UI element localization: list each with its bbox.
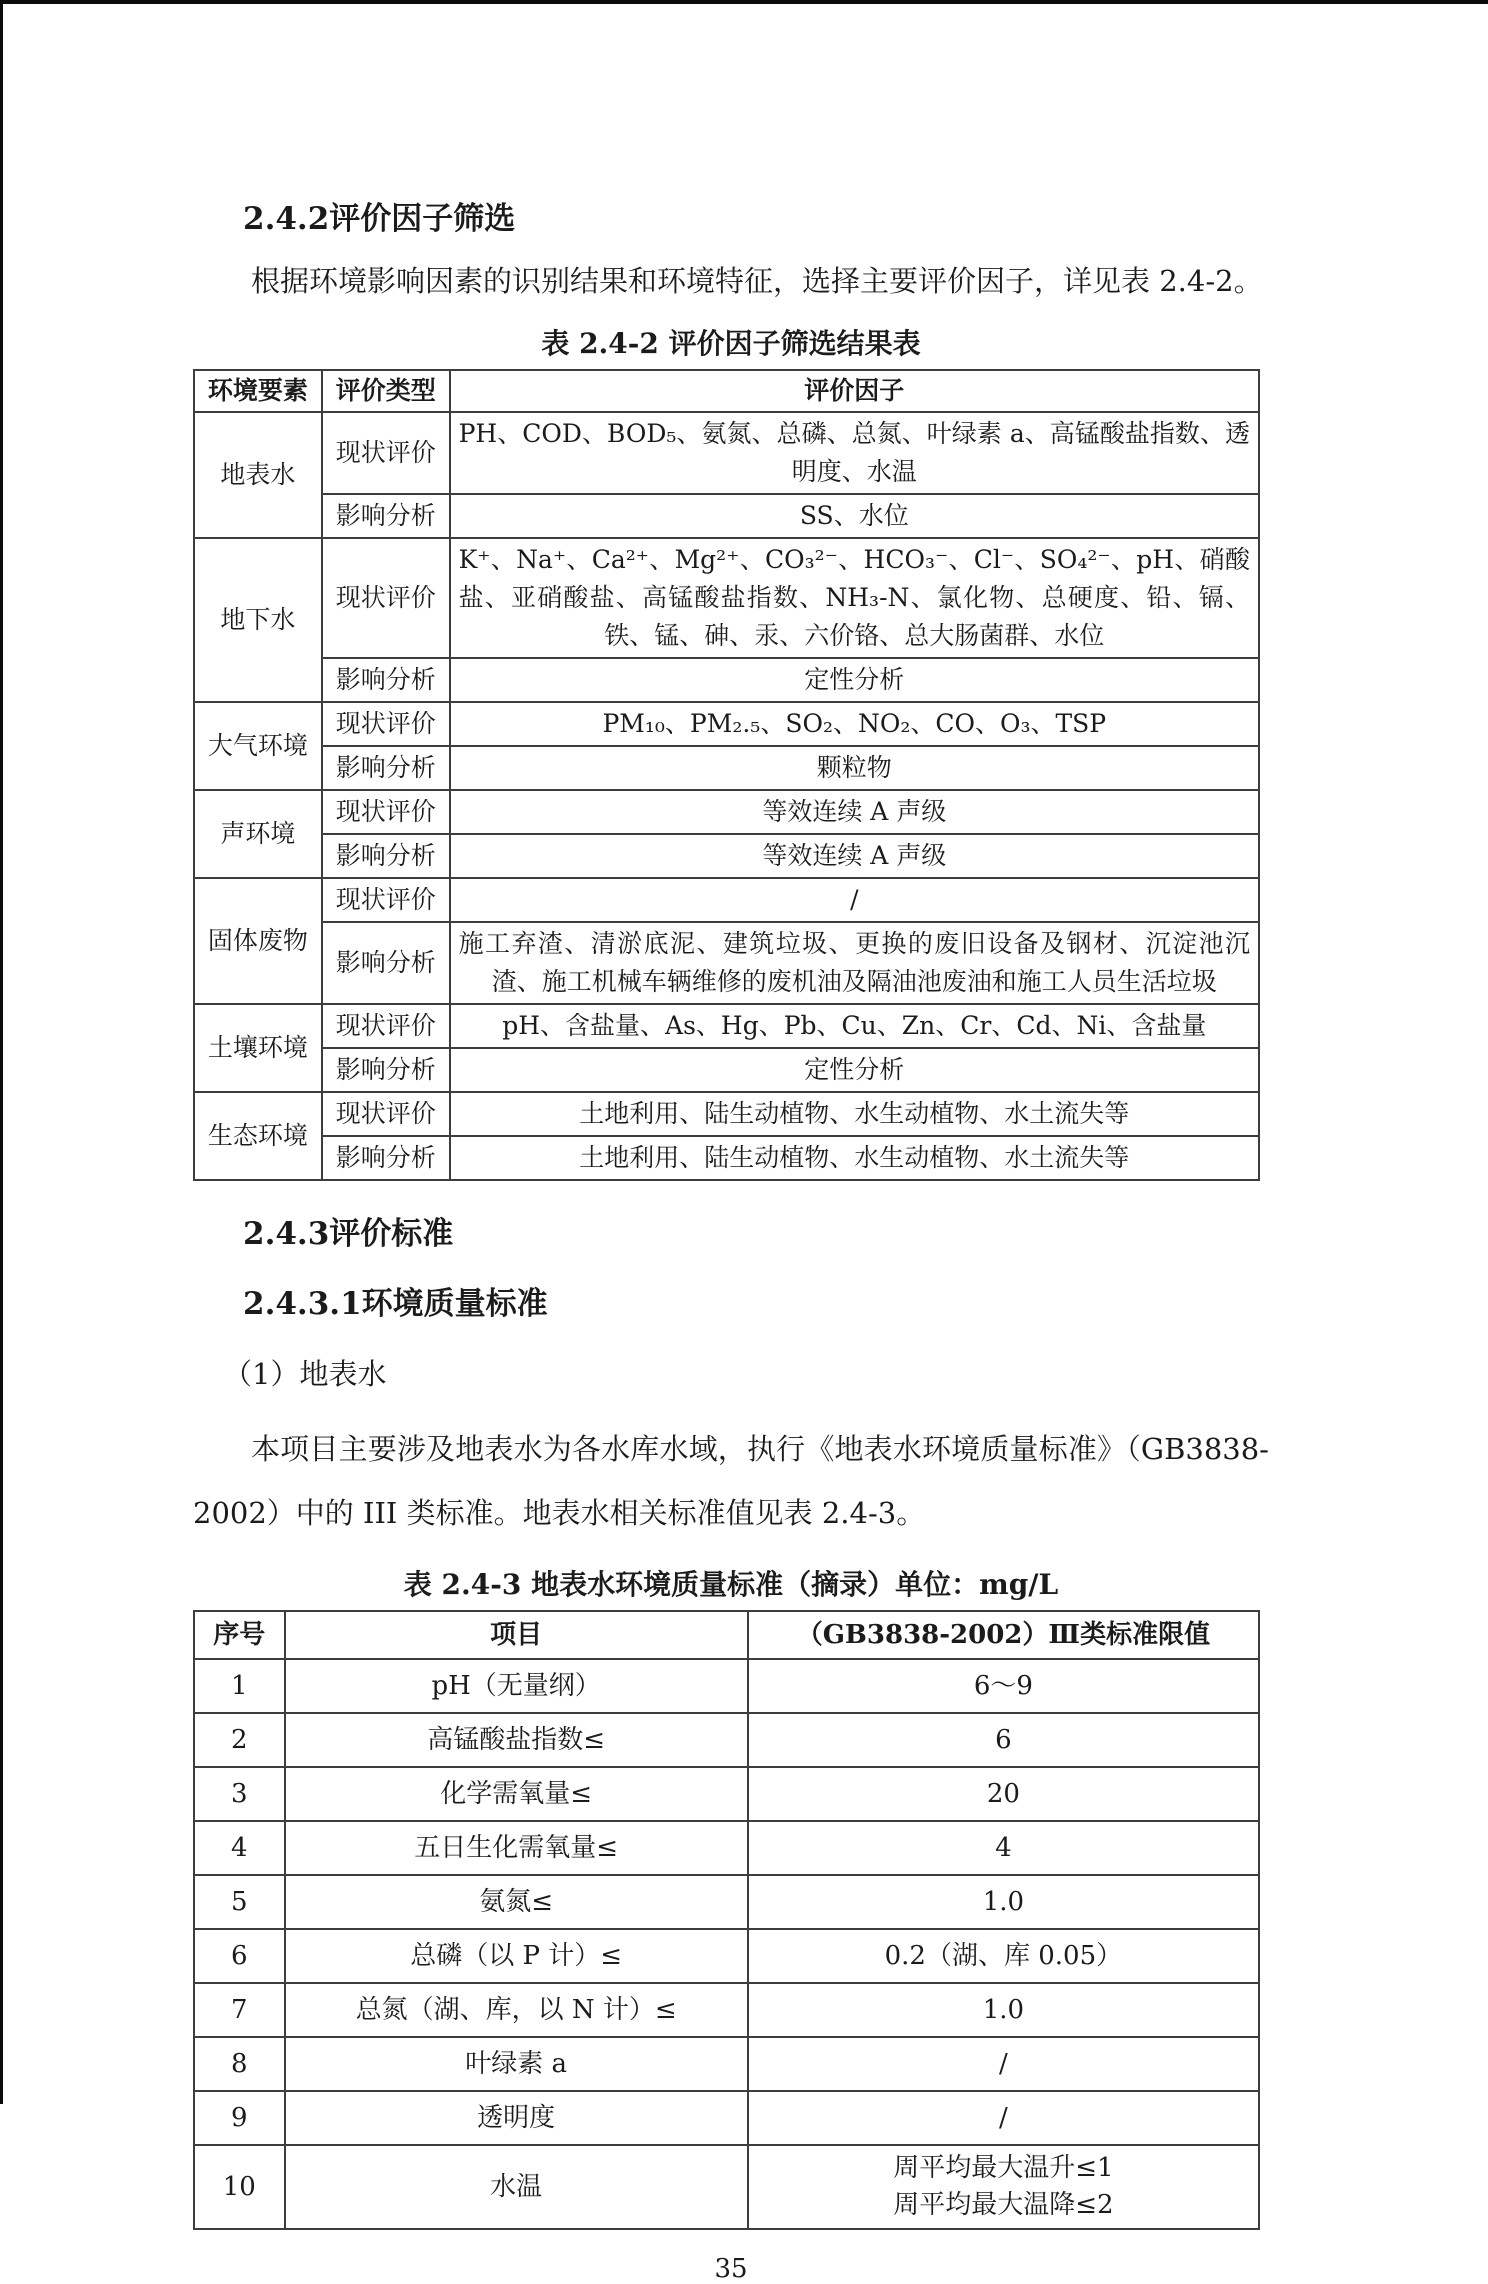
type-cell: 影响分析 (322, 494, 450, 538)
table-row (194, 1092, 1259, 1136)
heading-2-4-2: 2.4.2评价因子筛选 (243, 201, 516, 237)
limit-cell: 6 (748, 1713, 1259, 1767)
table-row (194, 1048, 1259, 1092)
table-row (194, 658, 1259, 702)
type-cell: 影响分析 (322, 658, 450, 702)
table2-caption: 表 2.4-3 地表水环境质量标准（摘录）单位：mg/L (403, 1568, 1059, 1601)
no-cell: 9 (194, 2091, 285, 2145)
table-row (194, 922, 1259, 1004)
no-cell: 3 (194, 1767, 285, 1821)
type-cell: 现状评价 (322, 538, 450, 658)
table1-header-element: 环境要素 (194, 370, 322, 412)
no-cell: 5 (194, 1875, 285, 1929)
table2-header-no: 序号 (194, 1611, 285, 1659)
table-row (194, 1929, 1259, 1983)
no-cell: 6 (194, 1929, 285, 1983)
table-row (194, 2037, 1259, 2091)
page-content (193, 0, 1269, 2284)
item-cell: pH（无量纲） (285, 1659, 748, 1713)
item-cell: 化学需氧量≤ (285, 1767, 748, 1821)
factor-cell: PH、COD、BOD₅、氨氮、总磷、总氮、叶绿素 a、高锰酸盐指数、透明度、水温 (450, 412, 1259, 494)
page-number: 35 (714, 2254, 748, 2284)
type-cell: 现状评价 (322, 1004, 450, 1048)
item-label-surface-water: （1）地表水 (223, 1357, 387, 1391)
table-row (194, 494, 1259, 538)
table-row (194, 1713, 1259, 1767)
item-cell: 水温 (285, 2145, 748, 2229)
element-cell: 生态环境 (194, 1092, 322, 1180)
table1-header-factor: 评价因子 (450, 370, 1259, 412)
table-row (194, 412, 1259, 494)
item-cell: 总氮（湖、库，以 N 计）≤ (285, 1983, 748, 2037)
type-cell: 影响分析 (322, 834, 450, 878)
element-cell: 地下水 (194, 538, 322, 702)
type-cell: 现状评价 (322, 1092, 450, 1136)
limit-cell: 4 (748, 1821, 1259, 1875)
table-row (194, 1136, 1259, 1180)
no-cell: 10 (194, 2145, 285, 2229)
type-cell: 现状评价 (322, 878, 450, 922)
table2-header-row (194, 1611, 1259, 1659)
table2-header-limit: （GB3838-2002）Ⅲ类标准限值 (748, 1611, 1259, 1659)
heading-2-4-3: 2.4.3评价标准 (243, 1216, 454, 1252)
scan-edge-left (0, 0, 3, 2104)
table-row (194, 1983, 1259, 2037)
table1-header-row (194, 370, 1259, 412)
item-cell: 叶绿素 a (285, 2037, 748, 2091)
no-cell: 7 (194, 1983, 285, 2037)
factor-cell: 土地利用、陆生动植物、水生动植物、水土流失等 (450, 1136, 1259, 1180)
type-cell: 影响分析 (322, 746, 450, 790)
paragraph-factor-screening: 根据环境影响因素的识别结果和环境特征，选择主要评价因子，详见表 2.4-2。 (251, 264, 1263, 298)
factor-cell: 土地利用、陆生动植物、水生动植物、水土流失等 (450, 1092, 1259, 1136)
limit-cell: / (748, 2091, 1259, 2145)
limit-line-2: 周平均最大温降≤2 (893, 2190, 1114, 2220)
table-row (194, 746, 1259, 790)
element-cell: 地表水 (194, 412, 322, 538)
factor-cell: pH、含盐量、As、Hg、Pb、Cu、Zn、Cr、Cd、Ni、含盐量 (450, 1004, 1259, 1048)
item-cell: 氨氮≤ (285, 1875, 748, 1929)
factor-cell: 施工弃渣、清淤底泥、建筑垃圾、更换的废旧设备及钢材、沉淀池沉渣、施工机械车辆维修的废机油及隔油池废油和施工人员生活垃圾 (450, 922, 1259, 1004)
limit-cell (748, 2145, 1259, 2229)
type-cell: 影响分析 (322, 922, 450, 1004)
table-row (194, 2091, 1259, 2145)
limit-cell: 20 (748, 1767, 1259, 1821)
element-cell: 固体废物 (194, 878, 322, 1004)
paragraph-surface-water-standard: 本项目主要涉及地表水为各水库水域，执行《地表水环境质量标准》（GB3838-2002）中的 III 类标准。地表水相关标准值见表 2.4-3。 (193, 1432, 1269, 1530)
table-row (194, 538, 1259, 658)
limit-cell: 0.2（湖、库 0.05） (748, 1929, 1259, 1983)
item-cell: 透明度 (285, 2091, 748, 2145)
no-cell: 2 (194, 1713, 285, 1767)
table-row (194, 878, 1259, 922)
limit-cell: 6～9 (748, 1659, 1259, 1713)
factor-cell: 定性分析 (450, 658, 1259, 702)
item-cell: 高锰酸盐指数≤ (285, 1713, 748, 1767)
table2-header-item: 项目 (285, 1611, 748, 1659)
no-cell: 1 (194, 1659, 285, 1713)
table-row (194, 1004, 1259, 1048)
factor-cell: K⁺、Na⁺、Ca²⁺、Mg²⁺、CO₃²⁻、HCO₃⁻、Cl⁻、SO₄²⁻、pH、硝酸盐、亚硝酸盐、高锰酸盐指数、NH₃-N、氯化物、总硬度、铅、镉、铁、锰、砷、汞、六价铬、总大肠菌群、水位 (450, 538, 1259, 658)
type-cell: 影响分析 (322, 1136, 450, 1180)
factor-cell: PM₁₀、PM₂.₅、SO₂、NO₂、CO、O₃、TSP (450, 702, 1259, 746)
table1-header-type: 评价类型 (322, 370, 450, 412)
heading-2-4-3-1: 2.4.3.1环境质量标准 (243, 1286, 548, 1322)
item-cell: 总磷（以 P 计）≤ (285, 1929, 748, 1983)
table1-caption: 表 2.4-2 评价因子筛选结果表 (541, 327, 921, 360)
table-row (194, 834, 1259, 878)
type-cell: 现状评价 (322, 702, 450, 746)
no-cell: 8 (194, 2037, 285, 2091)
element-cell: 土壤环境 (194, 1004, 322, 1092)
element-cell: 声环境 (194, 790, 322, 878)
factor-cell: 等效连续 A 声级 (450, 790, 1259, 834)
factor-cell: SS、水位 (450, 494, 1259, 538)
no-cell: 4 (194, 1821, 285, 1875)
element-cell: 大气环境 (194, 702, 322, 790)
factor-cell: 定性分析 (450, 1048, 1259, 1092)
type-cell: 现状评价 (322, 790, 450, 834)
table-2-4-3 (193, 1610, 1260, 2230)
table-row (194, 1659, 1259, 1713)
table-row (194, 702, 1259, 746)
table-2-4-2 (193, 369, 1260, 1181)
limit-cell: / (748, 2037, 1259, 2091)
table-row (194, 1821, 1259, 1875)
limit-line-1: 周平均最大温升≤1 (893, 2153, 1114, 2183)
type-cell: 影响分析 (322, 1048, 450, 1092)
table-row (194, 1767, 1259, 1821)
table-row (194, 1875, 1259, 1929)
table-row (194, 790, 1259, 834)
item-cell: 五日生化需氧量≤ (285, 1821, 748, 1875)
factor-cell: / (450, 878, 1259, 922)
limit-cell: 1.0 (748, 1983, 1259, 2037)
type-cell: 现状评价 (322, 412, 450, 494)
table-row (194, 2145, 1259, 2229)
factor-cell: 颗粒物 (450, 746, 1259, 790)
factor-cell: 等效连续 A 声级 (450, 834, 1259, 878)
limit-cell: 1.0 (748, 1875, 1259, 1929)
